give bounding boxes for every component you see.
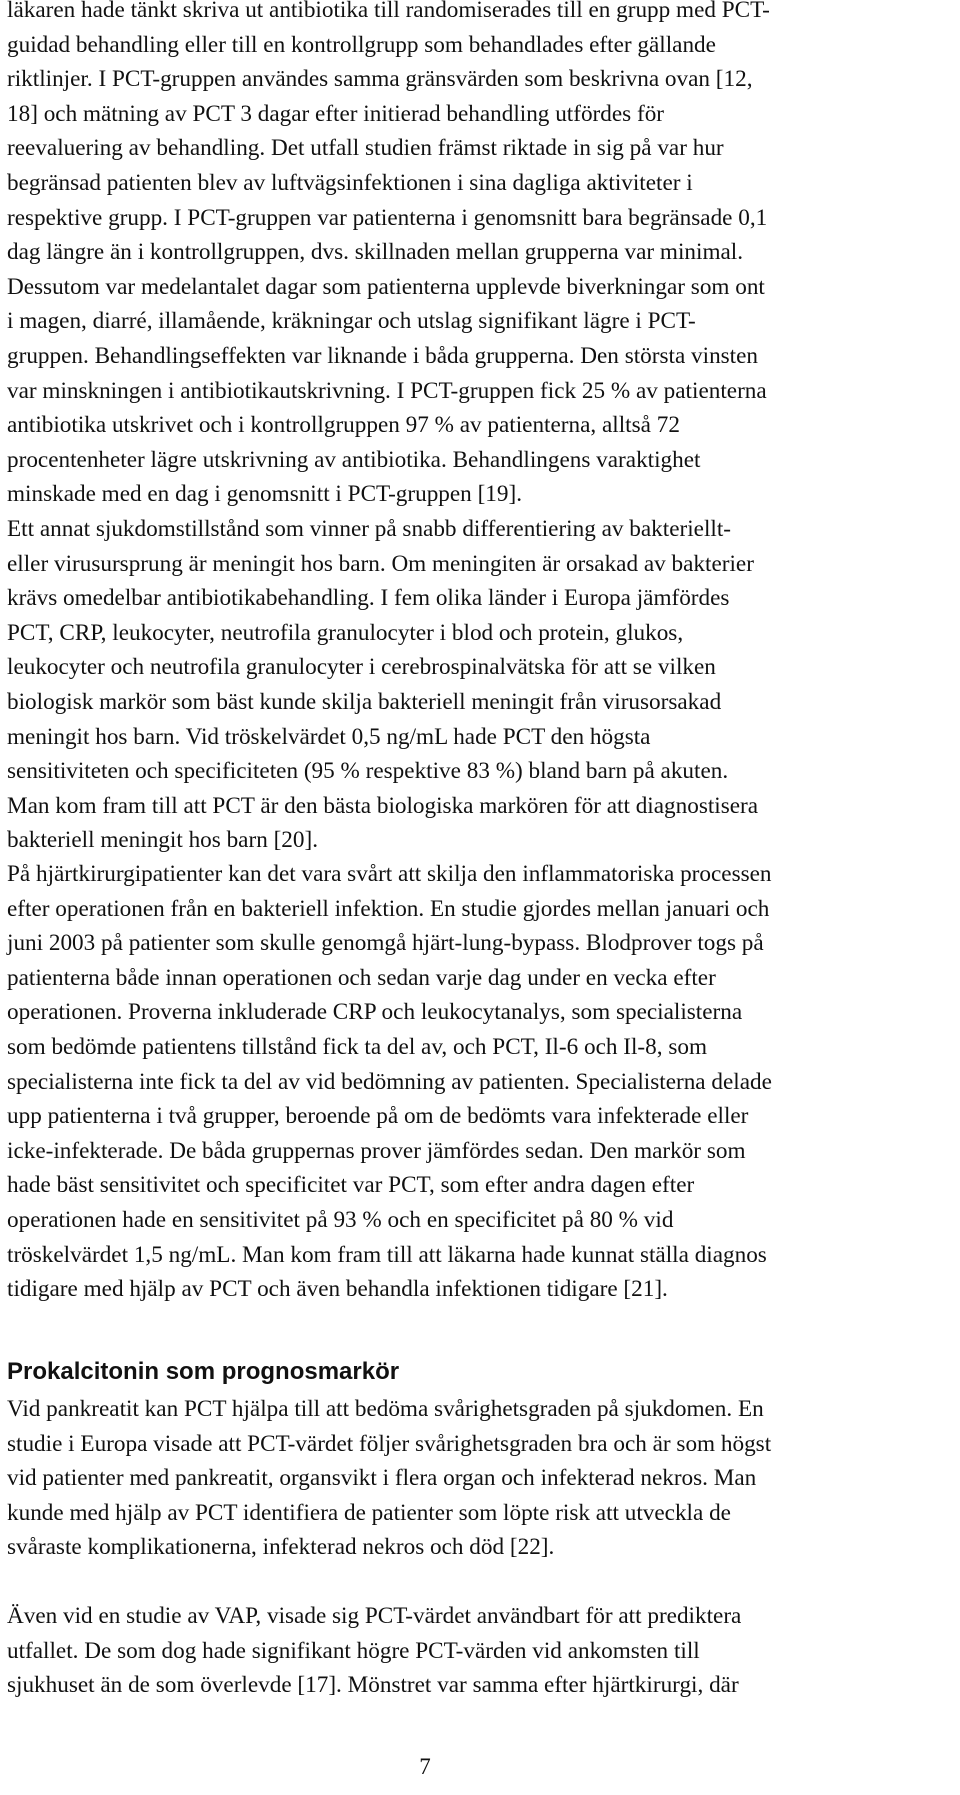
paragraph-meningitis: [7, 512, 947, 858]
text-line: i magen, diarré, illamående, kräkningar och utslag signifikant lägre i PCT-: [7, 308, 696, 335]
text-line: studie i Europa visade att PCT-värdet följer svårighetsgraden bra och är som högst: [7, 1430, 772, 1457]
text-line: riktlinjer. I PCT-gruppen användes samma gränsvärden som beskrivna ovan [12,: [7, 66, 753, 93]
text-line: Ett annat sjukdomstillstånd som vinner på snabb differentiering av bakteriellt-: [7, 516, 732, 542]
text-line: Dessutom var medelantalet dagar som patienterna upplevde biverkningar som ont: [7, 273, 765, 300]
text-line: biologisk markör som bäst kunde skilja bakteriell meningit från virusorsakad: [7, 688, 722, 715]
text-line: gruppen. Behandlingseffekten var liknande i båda grupperna. Den största vinsten: [7, 342, 759, 369]
text-line: operationen hade en sensitivitet på 93 % och en specificitet på 80 % vid: [7, 1206, 674, 1233]
text-line: svåraste komplikationerna, infekterad nekros och död [22].: [7, 1534, 555, 1561]
text-line: operationen. Proverna inkluderade CRP och leukocytanalys, som specialisterna: [7, 999, 743, 1026]
text-line: var minskningen i antibiotikautskrivning. I PCT-gruppen fick 25 % av patienterna: [7, 377, 767, 404]
text-line: guidad behandling eller till en kontrollgrupp som behandlades efter gällande: [7, 31, 716, 58]
text-line: procentenheter lägre utskrivning av antibiotika. Behandlingens varaktighet: [7, 446, 701, 473]
text-line: icke-infekterade. De båda gruppernas prover jämfördes sedan. Den markör som: [7, 1137, 746, 1164]
text-line: respektive grupp. I PCT-gruppen var patienterna i genomsnitt bara begränsade 0,1: [7, 204, 768, 231]
text-line: hade bäst sensitivitet och specificitet var PCT, som efter andra dagen efter: [7, 1172, 695, 1199]
text-line: vid patienter med pankreatit, organsvikt i flera organ och infekterad nekros. Man: [7, 1465, 757, 1492]
text-line: som bedömde patientens tillstånd fick ta del av, och PCT, Il-6 och Il-8, som: [7, 1033, 707, 1060]
text-line: Även vid en studie av VAP, visade sig PCT-värdet användbart för att prediktera: [7, 1603, 742, 1629]
text-line: sjukhuset än de som överlevde [17]. Mönstret var samma efter hjärtkirurgi, där: [7, 1672, 739, 1699]
text-line: tröskelvärdet 1,5 ng/mL. Man kom fram till att läkarna hade kunnat ställa diagnos: [7, 1241, 767, 1268]
text-line: På hjärtkirurgipatienter kan det vara svårt att skilja den inflammatoriska processen: [7, 861, 772, 887]
text-line: bakteriell meningit hos barn [20].: [7, 827, 319, 854]
text-line: utfallet. De som dog hade signifikant högre PCT-värden vid ankomsten till: [7, 1637, 700, 1664]
text-line: sensitiviteten och specificiteten (95 % respektive 83 %) bland barn på akuten.: [7, 758, 729, 785]
text-line: tidigare med hjälp av PCT och även behandla infektionen tidigare [21].: [7, 1276, 668, 1303]
paragraph-heart-surgery: [7, 857, 947, 1307]
text-line: antibiotika utskrivet och i kontrollgruppen 97 % av patienterna, alltså 72: [7, 412, 680, 439]
text-line: reevaluering av behandling. Det utfall studien främst riktade in sig på var hur: [7, 135, 724, 162]
text-line: leukocyter och neutrofila granulocyter i cerebrospinalvätska för att se vilken: [7, 654, 716, 681]
text-line: Vid pankreatit kan PCT hjälpa till att bedöma svårighetsgraden på sjukdomen. En: [7, 1396, 764, 1422]
paragraph-pancreatitis: [7, 1392, 947, 1565]
text-line: patienterna både innan operationen och sedan varje dag under en vecka efter: [7, 964, 716, 991]
text-line: upp patienterna i två grupper, beroende på om de bedömts vara infekterade eller: [7, 1103, 749, 1130]
text-line: PCT, CRP, leukocyter, neutrofila granulocyter i blod och protein, glukos,: [7, 619, 684, 646]
text-line: Man kom fram till att PCT är den bästa biologiska markören för att diagnostisera: [7, 792, 759, 819]
text-line: minskade med en dag i genomsnitt i PCT-gruppen [19].: [7, 481, 522, 508]
section-heading: Prokalcitonin som prognosmarkör: [7, 1358, 400, 1385]
paragraph-pct-respiratory-study: [7, 0, 947, 512]
text-line: meningit hos barn. Vid tröskelvärdet 0,5 ng/mL hade PCT den högsta: [7, 723, 651, 750]
text-line: specialisterna inte fick ta del av vid bedömning av patienten. Specialisterna delade: [7, 1068, 772, 1095]
text-line: efter operationen från en bakteriell infektion. En studie gjordes mellan januari och: [7, 895, 770, 922]
text-line: eller virusursprung är meningit hos barn. Om meningiten är orsakad av bakterier: [7, 550, 754, 577]
text-line: läkaren hade tänkt skriva ut antibiotika till randomiserades till en grupp med PCT-: [7, 0, 770, 23]
text-line: dag längre än i kontrollgruppen, dvs. skillnaden mellan grupperna var minimal.: [7, 239, 744, 266]
text-line: 18] och mätning av PCT 3 dagar efter initierad behandling utfördes för: [7, 100, 665, 127]
page-number: 7: [419, 1754, 431, 1779]
text-line: juni 2003 på patienter som skulle genomgå hjärt-lung-bypass. Blodprover togs på: [7, 930, 764, 957]
text-line: kunde med hjälp av PCT identifiera de patienter som löpte risk att utveckla de: [7, 1499, 731, 1526]
paragraph-vap: [7, 1599, 947, 1703]
text-line: krävs omedelbar antibiotikabehandling. I fem olika länder i Europa jämfördes: [7, 585, 730, 612]
text-line: begränsad patienten blev av luftvägsinfektionen i sina dagliga aktiviteter i: [7, 169, 693, 196]
